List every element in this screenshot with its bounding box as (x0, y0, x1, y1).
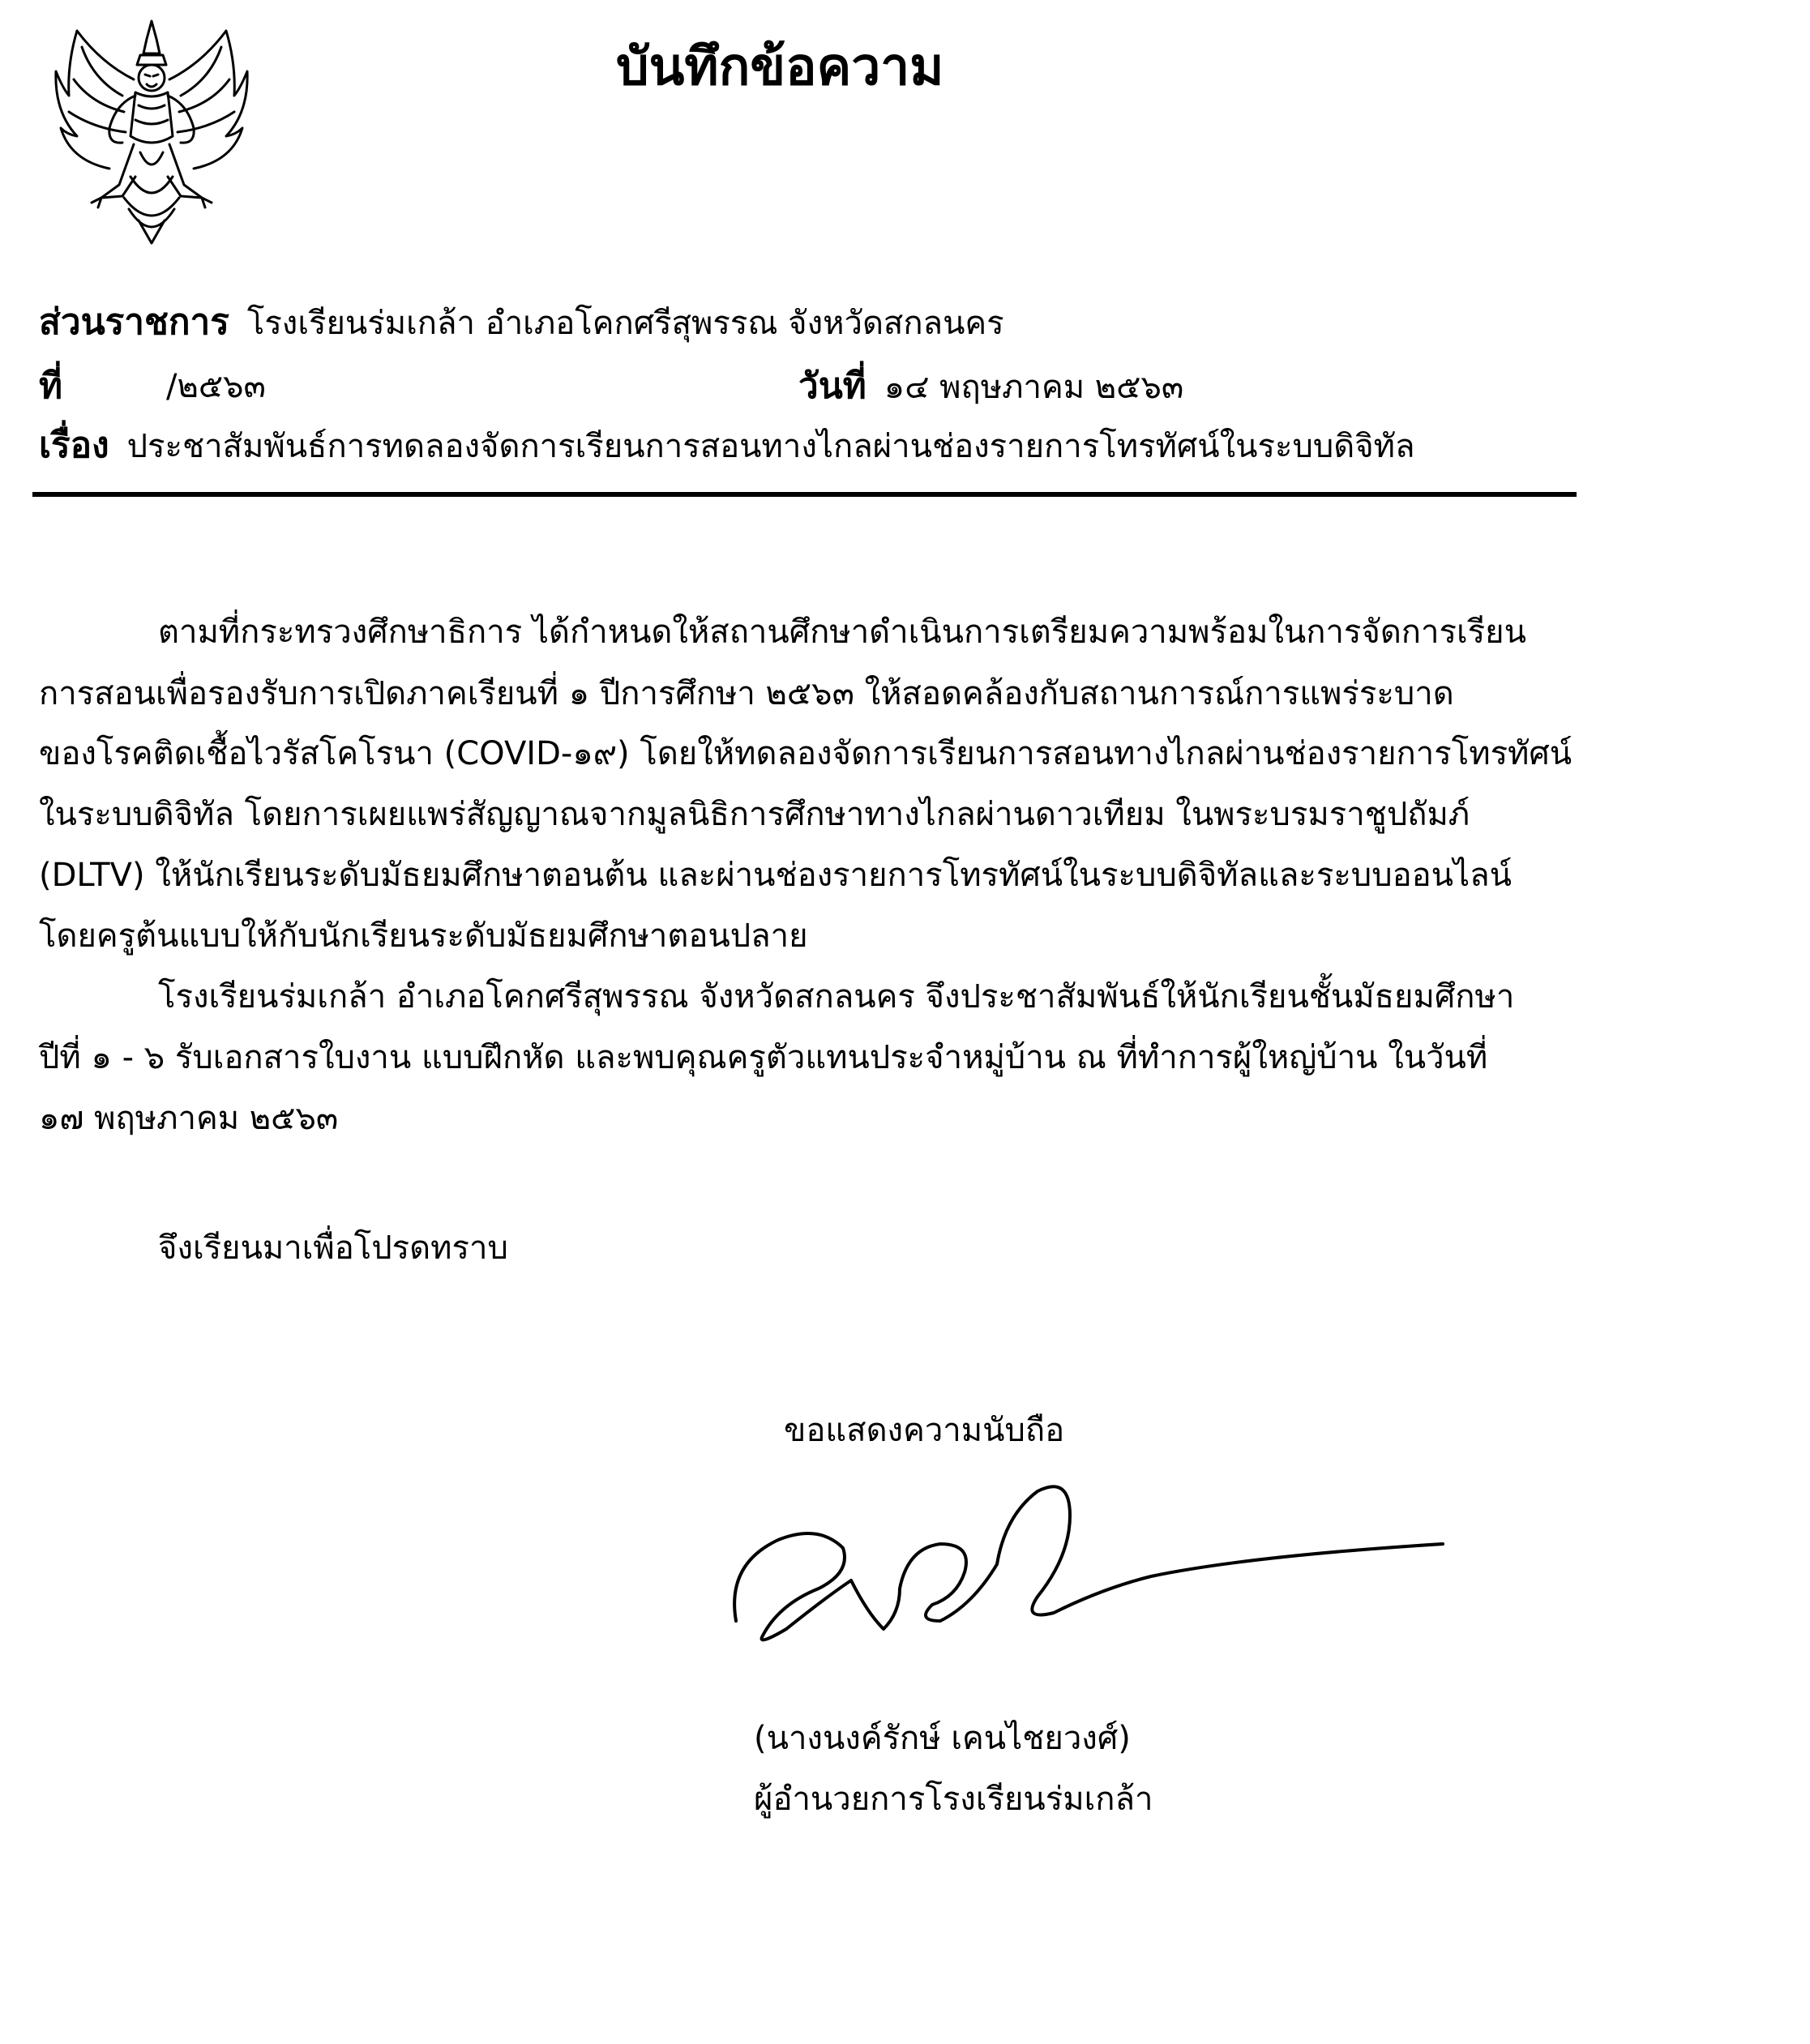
closing-text: จึงเรียนมาเพื่อโปรดทราบ (158, 1229, 508, 1267)
date-value: ๑๔ พฤษภาคม ๒๕๖๓ (884, 369, 1184, 406)
signature-image (730, 1467, 1459, 1645)
garuda-emblem-icon (45, 15, 259, 250)
agency-value: โรงเรียนร่มเกล้า อำเภอโคกศรีสุพรรณ จังหวัดสกลนคร (246, 305, 1004, 342)
ref-row (39, 362, 62, 412)
body-line: ตามที่กระทรวงศึกษาธิการ ได้กำหนดให้สถานศึกษาดำเนินการเตรียมความพร้อมในการจัดการเรียน (158, 614, 1526, 651)
body-line: ปีที่ ๑ - ๖ รับเอกสารใบงาน แบบฝึกหัด และพบคุณครูตัวแทนประจำหมู่บ้าน ณ ที่ทำการผู้ใหญ่บ้าน ในวันที่ (39, 1039, 1488, 1076)
subject-label: เรื่อง (39, 425, 109, 466)
header-divider (32, 492, 1577, 497)
signer-name: (นางนงค์รักษ์ เคนไชยวงศ์) (754, 1720, 1131, 1757)
date-row (798, 362, 1183, 412)
agency-row (39, 298, 1004, 348)
ref-value: /๒๕๖๓ (166, 368, 266, 405)
subject-value: ประชาสัมพันธ์การทดลองจัดการเรียนการสอนทางไกลผ่านช่องรายการโทรทัศน์ในระบบดิจิทัล (126, 428, 1415, 465)
subject-row (39, 421, 1415, 471)
body-line: ของโรคติดเชื้อไวรัสโคโรนา (COVID-๑๙) โดยให้ทดลองจัดการเรียนการสอนทางไกลผ่านช่องรายการโทรทัศน์ (39, 735, 1573, 772)
agency-label: ส่วนราชการ (39, 301, 229, 343)
memo-title: บันทึกข้อความ (616, 37, 944, 97)
regards-text: ขอแสดงความนับถือ (784, 1412, 1065, 1449)
signer-position: ผู้อำนวยการโรงเรียนร่มเกล้า (754, 1781, 1153, 1818)
body-line: ๑๗ พฤษภาคม ๒๕๖๓ (39, 1100, 339, 1137)
body-line: (DLTV) ให้นักเรียนระดับมัธยมศึกษาตอนต้น และผ่านช่องรายการโทรทัศน์ในระบบดิจิทัลและระบบออนไลน์ (39, 857, 1512, 894)
body-line: การสอนเพื่อรองรับการเปิดภาคเรียนที่ ๑ ปีการศึกษา ๒๕๖๓ ให้สอดคล้องกับสถานการณ์การแพร่ระบาด (39, 675, 1454, 712)
body-line: ในระบบดิจิทัล โดยการเผยแพร่สัญญาณจากมูลนิธิการศึกษาทางไกลผ่านดาวเทียม ในพระบรมราชูปถัมภ์ (39, 796, 1470, 833)
ref-label: ที่ (39, 366, 63, 407)
body-line: โดยครูต้นแบบให้กับนักเรียนระดับมัธยมศึกษาตอนปลาย (39, 917, 808, 955)
date-label: วันที่ (798, 366, 866, 407)
body-line: โรงเรียนร่มเกล้า อำเภอโคกศรีสุพรรณ จังหวัดสกลนคร จึงประชาสัมพันธ์ให้นักเรียนชั้นมัธยมศึกษา (158, 978, 1515, 1016)
